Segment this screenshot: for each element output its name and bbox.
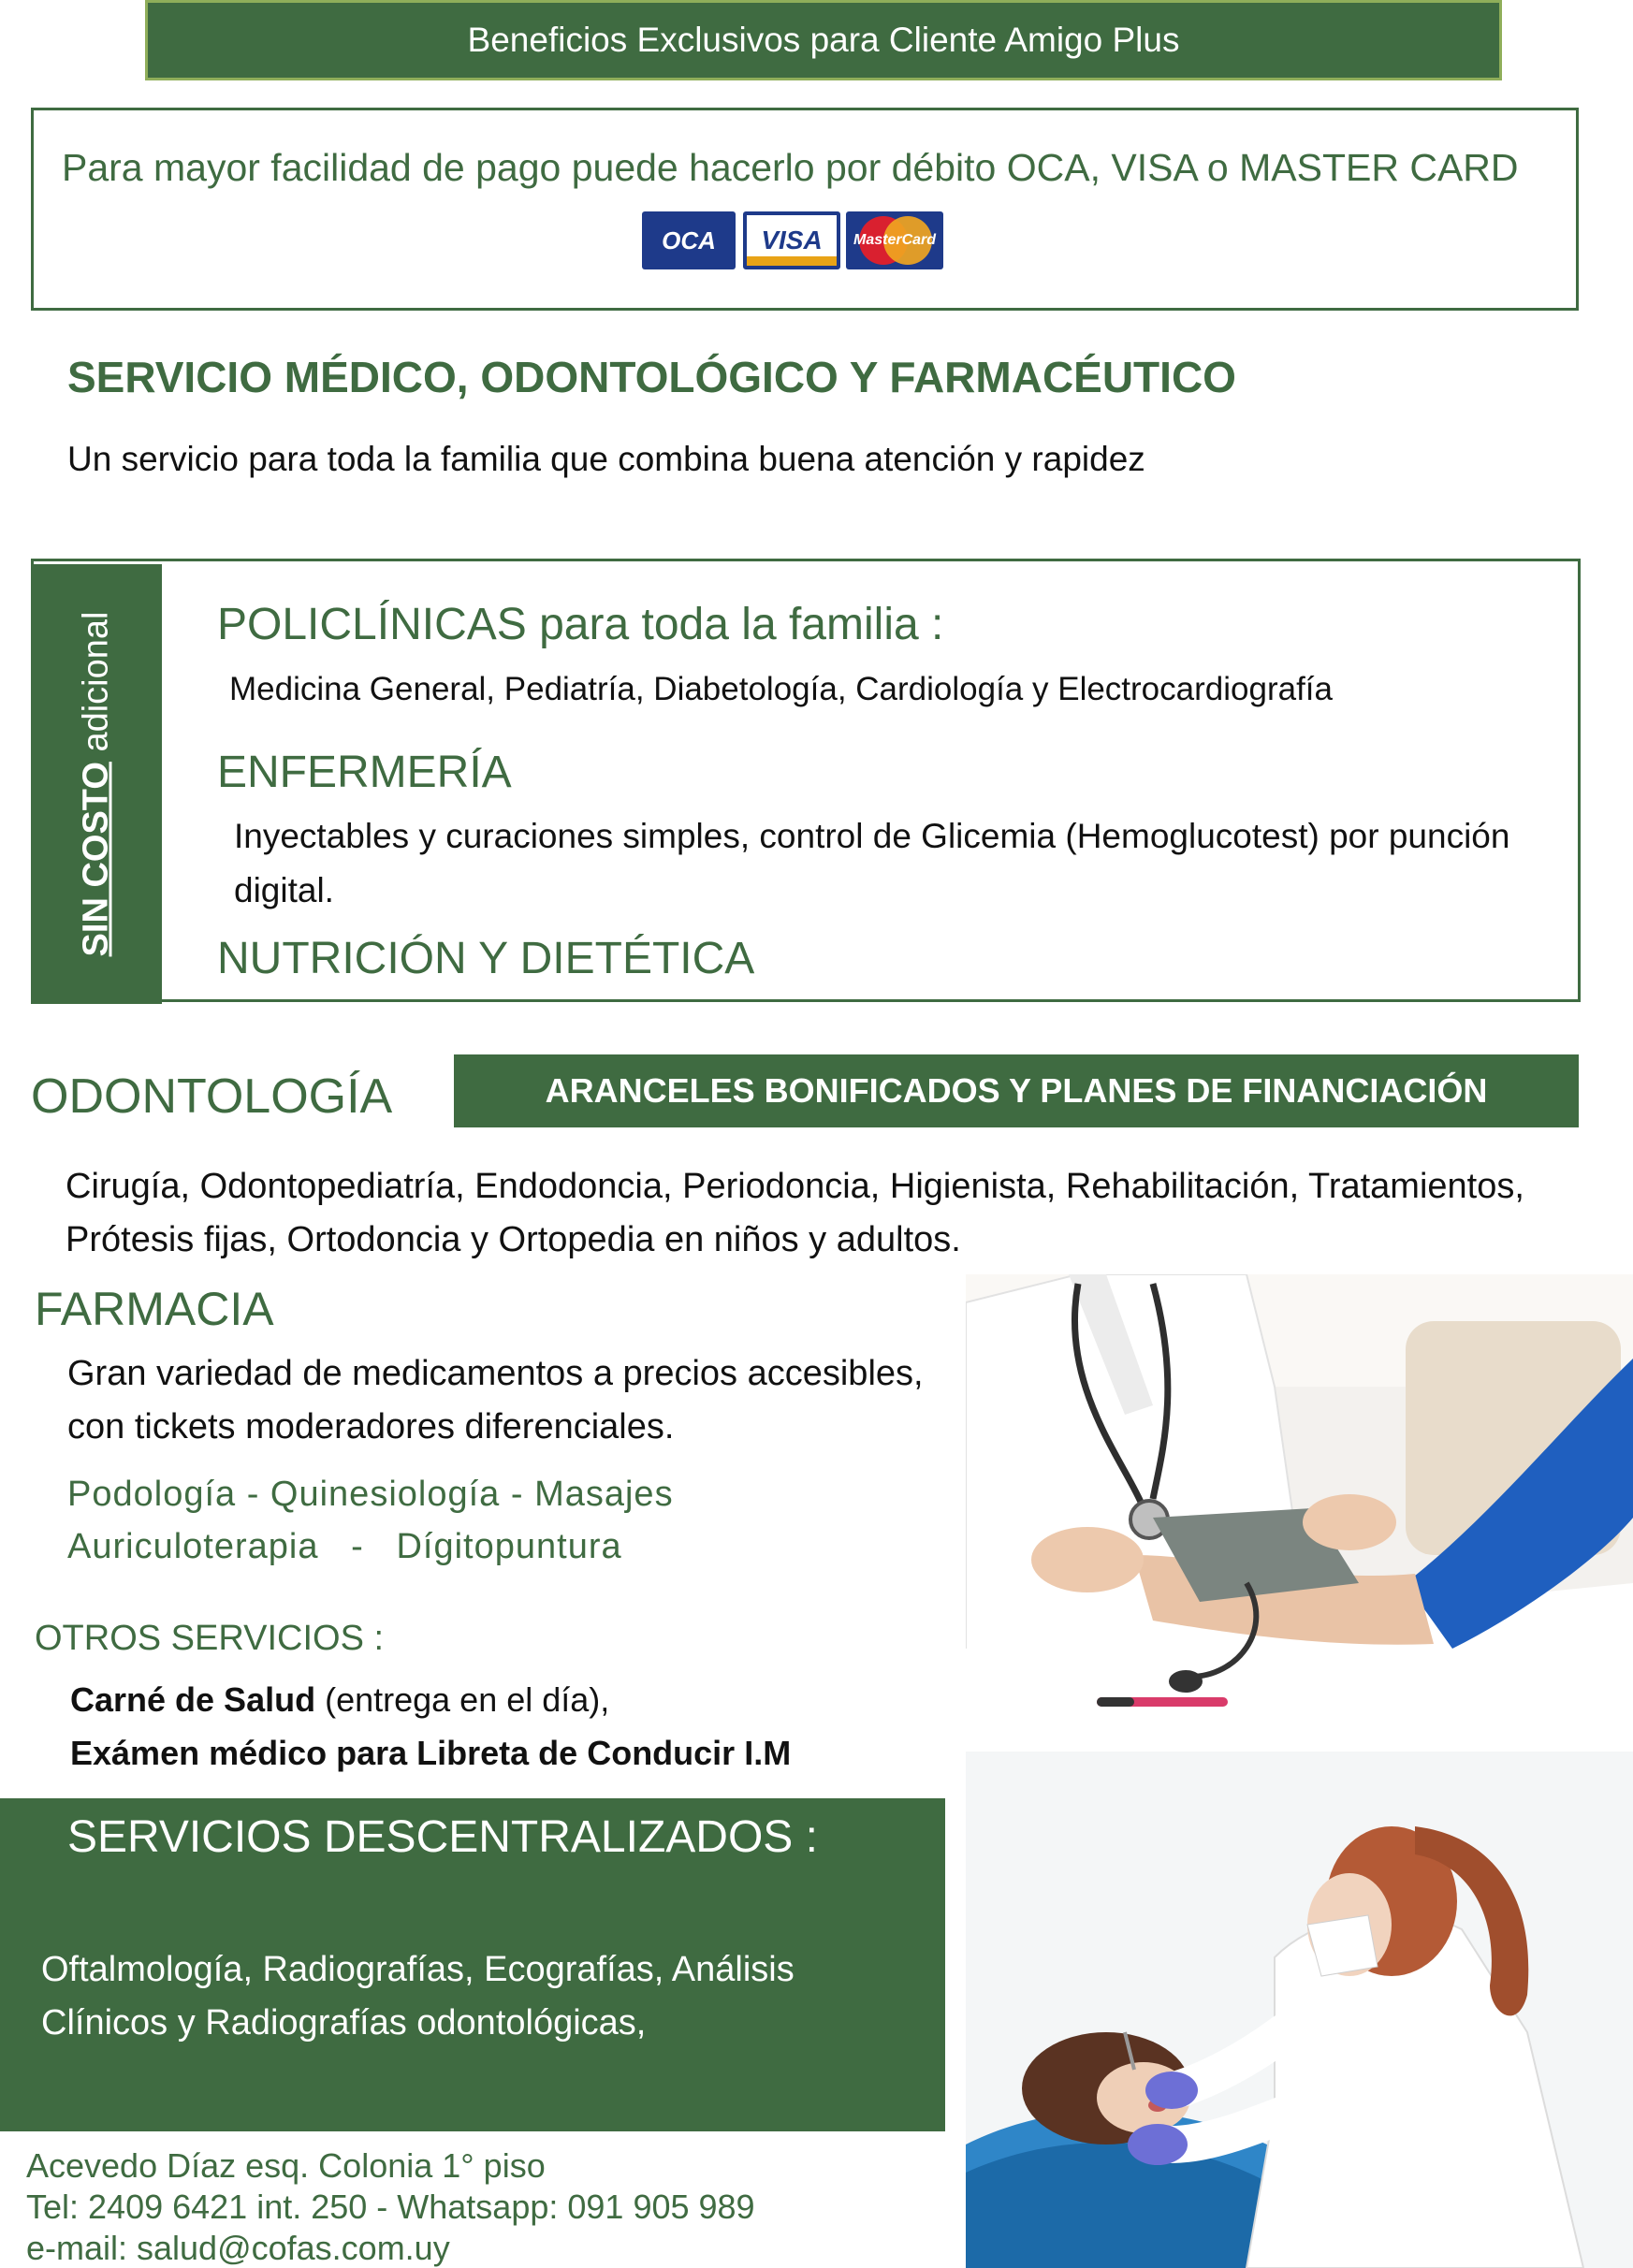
visa-card-logo [743,211,840,269]
main-title: SERVICIO MÉDICO, ODONTOLÓGICO Y FARMACÉUTICO [67,353,1236,401]
visa-card-label: VISA [761,225,823,254]
extra-services-line-1: Podología - Quinesiología - Masajes [67,1475,674,1514]
otros-item-examen: Exámen médico para Libreta de Conducir I.M [70,1734,792,1772]
otros-item-carne [70,1680,609,1720]
otros-item-carne-rest: (entrega en el día), [315,1680,610,1719]
blood-pressure-illustration [966,1274,1633,1736]
farmacia-heading: FARMACIA [35,1283,274,1335]
enfermeria-text: Inyectables y curaciones simples, control de Glicemia (Hemoglucotest) por punción digital. [234,817,1510,909]
mastercard-label: MasterCard [853,232,937,248]
otros-item-carne-bold: Carné de Salud [70,1680,316,1719]
policlinicas-text: Medicina General, Pediatría, Diabetología, Cardiología y Electrocardiografía [229,671,1333,707]
extra-services-line-2: Auriculoterapia - Dígitopuntura [67,1527,622,1566]
dentist-photo [966,1752,1633,2268]
payment-box [31,108,1579,311]
sin-costo-side-label [31,564,162,1004]
nutricion-heading: NUTRICIÓN Y DIETÉTICA [217,934,755,983]
aranceles-text: ARANCELES BONIFICADOS Y PLANES DE FINANCIACIÓN [545,1071,1488,1110]
sin-costo-vertical-text [77,612,117,957]
odontologia-heading: ODONTOLOGÍA [31,1069,393,1124]
policlinicas-heading: POLICLÍNICAS para toda la familia : [217,600,944,649]
sin-costo-rest: adicional [76,611,116,763]
dentist-illustration [966,1752,1633,2268]
descentralizados-text: Oftalmología, Radiografías, Ecografías, Análisis Clínicos y Radiografías odontológicas, [41,1950,795,2043]
footer-address: Acevedo Díaz esq. Colonia 1° piso [26,2146,546,2185]
sin-costo-bold: SIN COSTO [76,762,116,957]
descentralizados-heading: SERVICIOS DESCENTRALIZADOS : [67,1812,818,1862]
enfermeria-heading: ENFERMERÍA [217,748,512,797]
footer-phone: Tel: 2409 6421 int. 250 - Whatsapp: 091 905 989 [26,2188,755,2226]
oca-card-label: OCA [662,225,716,254]
farmacia-text: Gran variedad de medicamentos a precios accesibles, con tickets moderadores diferenciales. [67,1354,924,1447]
aranceles-banner [454,1054,1579,1127]
oca-card-logo [642,211,736,269]
footer-email: e-mail: salud@cofas.com.uy [26,2229,450,2267]
header-banner [145,0,1502,80]
header-banner-text: Beneficios Exclusivos para Cliente Amigo Plus [467,21,1180,59]
payment-text: Para mayor facilidad de pago puede hacerlo por débito OCA, VISA o MASTER CARD [62,146,1519,189]
main-subtitle: Un servicio para toda la familia que combina buena atención y rapidez [67,440,1145,478]
odontologia-text: Cirugía, Odontopediatría, Endodoncia, Periodoncia, Higienista, Rehabilitación, Tratamientos, Prótesis fijas, Ortodoncia y Ortopedia en niños y adultos. [66,1167,1524,1259]
otros-servicios-heading: OTROS SERVICIOS : [35,1619,385,1658]
mastercard-logo [846,211,943,269]
blood-pressure-photo [966,1274,1633,1736]
